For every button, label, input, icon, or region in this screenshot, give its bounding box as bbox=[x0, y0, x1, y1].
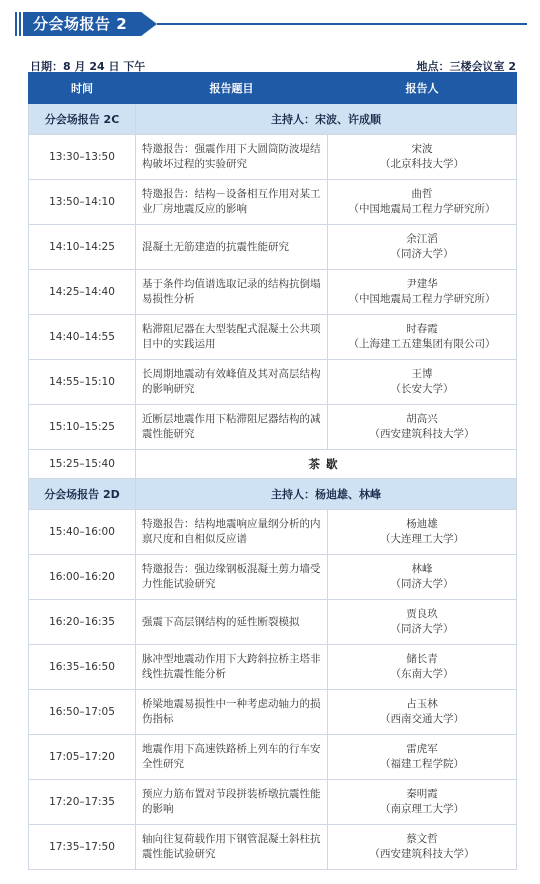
speaker-affiliation: （南京理工大学） bbox=[380, 803, 464, 815]
tea-break-row bbox=[29, 450, 517, 479]
banner-divider bbox=[157, 23, 527, 25]
table-row bbox=[29, 645, 517, 690]
speaker-name: 杨迪雄 bbox=[406, 518, 438, 530]
table-row bbox=[29, 225, 517, 270]
table-row bbox=[29, 270, 517, 315]
talk-speaker-cell bbox=[328, 690, 517, 735]
table-row bbox=[29, 555, 517, 600]
talk-time: 16:00–16:20 bbox=[29, 555, 136, 600]
banner-bars-decoration bbox=[15, 12, 25, 36]
session-header-2d bbox=[29, 479, 517, 510]
speaker-affiliation: （上海建工五建集团有限公司） bbox=[348, 338, 496, 350]
table-row bbox=[29, 600, 517, 645]
talk-time: 14:25–14:40 bbox=[29, 270, 136, 315]
table-row bbox=[29, 825, 517, 870]
talk-title: 基于条件均值谱选取记录的结构抗倒塌易损性分析 bbox=[136, 270, 328, 315]
talk-speaker-cell bbox=[328, 645, 517, 690]
speaker-name: 雷虎军 bbox=[406, 743, 438, 755]
speaker-affiliation: （中国地震局工程力学研究所） bbox=[348, 203, 496, 215]
talk-speaker-cell bbox=[328, 405, 517, 450]
talk-title: 长周期地震动有效峰值及其对高层结构的影响研究 bbox=[136, 360, 328, 405]
speaker-name: 余江滔 bbox=[406, 233, 438, 245]
talk-title: 粘滞阻尼器在大型装配式混凝土公共项目中的实践运用 bbox=[136, 315, 328, 360]
talk-title: 特邀报告：强震作用下大圆筒防波堤结构破坏过程的实验研究 bbox=[136, 135, 328, 180]
talk-title: 轴向往复荷载作用下钢管混凝土斜柱抗震性能试验研究 bbox=[136, 825, 328, 870]
table-row bbox=[29, 405, 517, 450]
talk-time: 17:20–17:35 bbox=[29, 780, 136, 825]
table-row bbox=[29, 135, 517, 180]
session-host: 主持人：宋波、许成顺 bbox=[136, 104, 517, 135]
table-row bbox=[29, 510, 517, 555]
speaker-affiliation: （大连理工大学） bbox=[380, 533, 464, 545]
table-row bbox=[29, 690, 517, 735]
speaker-name: 王博 bbox=[411, 368, 433, 380]
speaker-affiliation: （同济大学） bbox=[390, 578, 454, 590]
talk-title: 近断层地震作用下粘滞阻尼器结构的减震性能研究 bbox=[136, 405, 328, 450]
session-name: 分会场报告 2D bbox=[29, 479, 136, 510]
location-label: 地点：三楼会议室 2 bbox=[416, 60, 516, 73]
speaker-name: 蔡文哲 bbox=[406, 833, 438, 845]
talk-speaker-cell bbox=[328, 225, 517, 270]
speaker-name: 尹建华 bbox=[406, 278, 438, 290]
talk-speaker-cell bbox=[328, 600, 517, 645]
section-banner bbox=[15, 12, 527, 36]
talk-time: 14:40–14:55 bbox=[29, 315, 136, 360]
talk-speaker-cell bbox=[328, 270, 517, 315]
tea-break-label: 茶歇 bbox=[136, 450, 517, 479]
talk-speaker-cell bbox=[328, 180, 517, 225]
table-row bbox=[29, 780, 517, 825]
table-row bbox=[29, 180, 517, 225]
page-title: 分会场报告 2 bbox=[33, 15, 128, 33]
talk-time: 15:10–15:25 bbox=[29, 405, 136, 450]
speaker-affiliation: （同济大学） bbox=[390, 248, 454, 260]
talk-time: 13:50–14:10 bbox=[29, 180, 136, 225]
speaker-affiliation: （西安建筑科技大学） bbox=[369, 848, 475, 860]
talk-title: 地震作用下高速铁路桥上列车的行车安全性研究 bbox=[136, 735, 328, 780]
speaker-affiliation: （中国地震局工程力学研究所） bbox=[348, 293, 496, 305]
talk-speaker-cell bbox=[328, 360, 517, 405]
speaker-affiliation: （同济大学） bbox=[390, 623, 454, 635]
talk-time: 15:40–16:00 bbox=[29, 510, 136, 555]
talk-title: 脉冲型地震动作用下大跨斜拉桥主塔非线性抗震性能分析 bbox=[136, 645, 328, 690]
talk-speaker-cell bbox=[328, 735, 517, 780]
session-2d-body bbox=[29, 479, 517, 870]
speaker-name: 林峰 bbox=[411, 563, 433, 575]
speaker-name: 储长青 bbox=[406, 653, 438, 665]
talk-time: 14:55–15:10 bbox=[29, 360, 136, 405]
session-host: 主持人：杨迪雄、林峰 bbox=[136, 479, 517, 510]
session-name: 分会场报告 2C bbox=[29, 104, 136, 135]
table-row bbox=[29, 735, 517, 780]
table-row bbox=[29, 360, 517, 405]
column-header-title: 报告题目 bbox=[136, 73, 328, 104]
talk-speaker-cell bbox=[328, 780, 517, 825]
talk-time: 14:10–14:25 bbox=[29, 225, 136, 270]
talk-speaker-cell bbox=[328, 510, 517, 555]
meta-row bbox=[30, 58, 516, 72]
speaker-affiliation: （西安建筑科技大学） bbox=[369, 428, 475, 440]
session-header-2c bbox=[29, 104, 517, 135]
talk-speaker-cell bbox=[328, 825, 517, 870]
column-header-time: 时间 bbox=[29, 73, 136, 104]
tea-break-time: 15:25–15:40 bbox=[29, 450, 136, 479]
speaker-name: 曲哲 bbox=[411, 188, 433, 200]
talk-title: 强震下高层钢结构的延性断裂模拟 bbox=[136, 600, 328, 645]
talk-speaker-cell bbox=[328, 315, 517, 360]
talk-time: 17:05–17:20 bbox=[29, 735, 136, 780]
talk-speaker-cell bbox=[328, 555, 517, 600]
speaker-name: 时春霞 bbox=[406, 323, 438, 335]
talk-title: 预应力筋布置对节段拼装桥墩抗震性能的影响 bbox=[136, 780, 328, 825]
talk-title: 特邀报告：结构地震响应量纲分析的内禀尺度和自相似反应谱 bbox=[136, 510, 328, 555]
talk-time: 17:35–17:50 bbox=[29, 825, 136, 870]
talk-time: 16:35–16:50 bbox=[29, 645, 136, 690]
speaker-name: 占玉林 bbox=[406, 698, 438, 710]
speaker-affiliation: （长安大学） bbox=[390, 383, 454, 395]
talk-title: 特邀报告：结构－设备相互作用对某工业厂房地震反应的影响 bbox=[136, 180, 328, 225]
table-header-row bbox=[29, 73, 517, 104]
table-row bbox=[29, 315, 517, 360]
talk-time: 16:20–16:35 bbox=[29, 600, 136, 645]
tea-break-body bbox=[29, 450, 517, 479]
speaker-name: 宋波 bbox=[411, 143, 433, 155]
column-header-speaker: 报告人 bbox=[328, 73, 517, 104]
speaker-affiliation: （西南交通大学） bbox=[380, 713, 464, 725]
talk-title: 桥梁地震易损性中一种考虑动轴力的损伤指标 bbox=[136, 690, 328, 735]
talk-title: 混凝土无筋建造的抗震性能研究 bbox=[136, 225, 328, 270]
talk-title: 特邀报告：强边缘钢板混凝土剪力墙受力性能试验研究 bbox=[136, 555, 328, 600]
speaker-affiliation: （福建工程学院） bbox=[380, 758, 464, 770]
talk-time: 13:30–13:50 bbox=[29, 135, 136, 180]
talk-speaker-cell bbox=[328, 135, 517, 180]
speaker-affiliation: （北京科技大学） bbox=[380, 158, 464, 170]
talk-time: 16:50–17:05 bbox=[29, 690, 136, 735]
speaker-name: 胡高兴 bbox=[406, 413, 438, 425]
session-2c-body bbox=[29, 104, 517, 450]
speaker-affiliation: （东南大学） bbox=[390, 668, 454, 680]
speaker-name: 贾良玖 bbox=[406, 608, 438, 620]
speaker-name: 秦明霞 bbox=[406, 788, 438, 800]
date-label: 日期：8 月 24 日 下午 bbox=[30, 60, 146, 73]
schedule-table bbox=[28, 72, 517, 870]
